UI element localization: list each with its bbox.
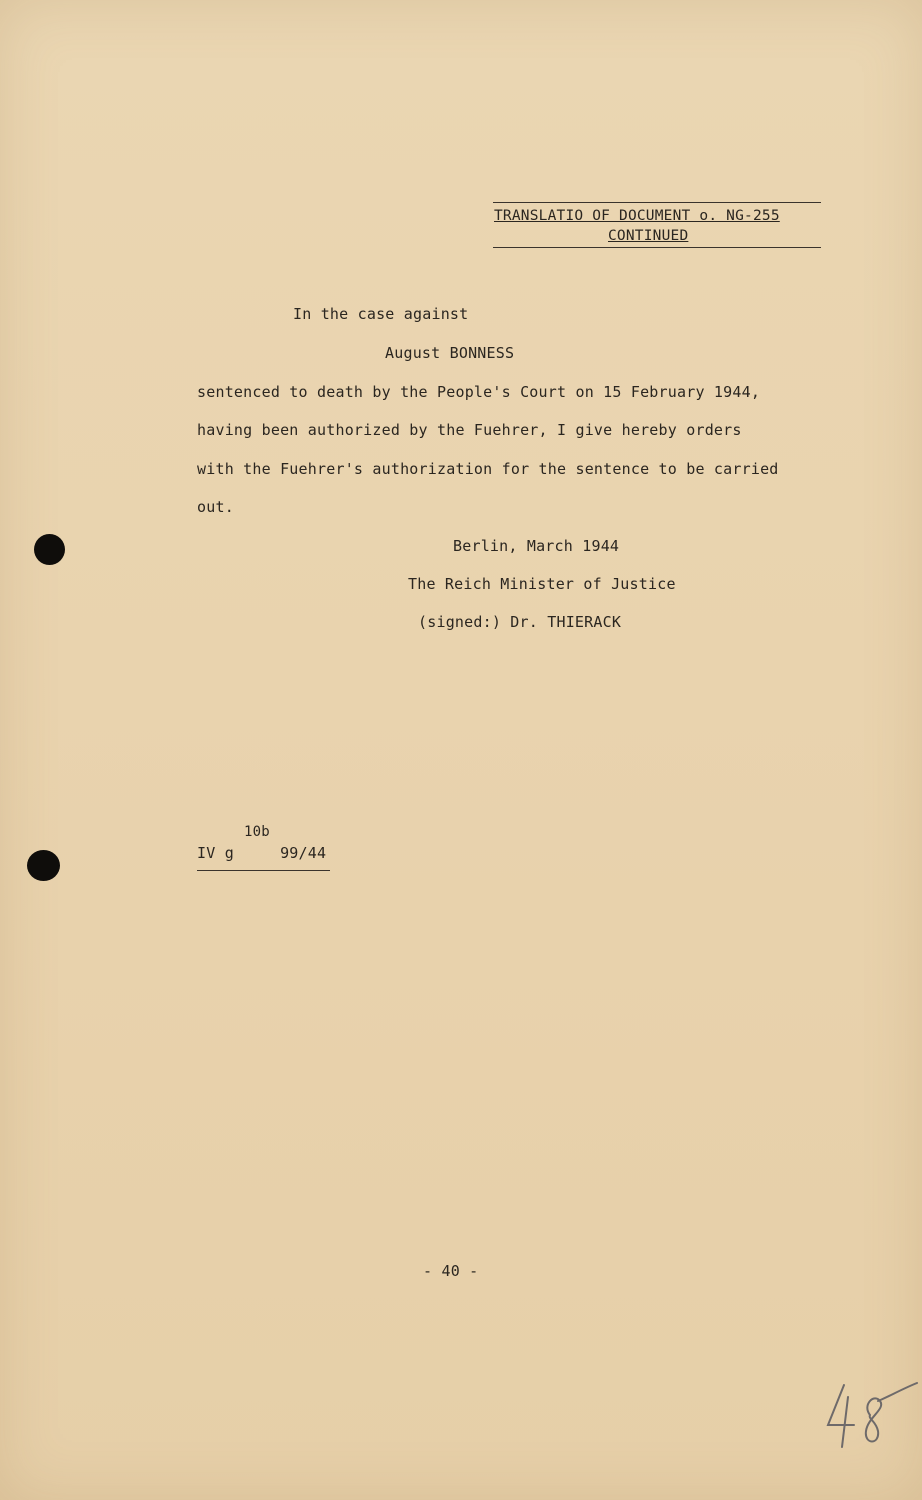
defendant-name: August BONNESS (385, 344, 515, 362)
punch-hole-top (34, 534, 65, 565)
signer-title: The Reich Minister of Justice (408, 575, 676, 593)
reference-code: IV g 99/44 (197, 844, 327, 862)
case-intro: In the case against (293, 305, 469, 323)
reference-underline (197, 870, 330, 871)
body-line-2: having been authorized by the Fuehrer, I give hereby orders (197, 421, 742, 439)
handwritten-page-mark (822, 1375, 922, 1455)
body-line-3: with the Fuehrer's authorization for the sentence to be carried (197, 460, 779, 478)
page-number: - 40 - (423, 1262, 479, 1280)
place-date: Berlin, March 1944 (453, 537, 620, 555)
continued-label: CONTINUED (608, 228, 689, 244)
body-line-1: sentenced to death by the People's Court on 15 February 1944, (197, 383, 761, 401)
signature-line: (signed:) Dr. THIERACK (418, 613, 622, 631)
reference-superscript: 10b (244, 824, 270, 840)
translation-header: TRANSLATIO OF DOCUMENT o. NG-255 (494, 208, 780, 224)
body-line-4: out. (197, 498, 234, 516)
punch-hole-bottom (27, 850, 60, 881)
